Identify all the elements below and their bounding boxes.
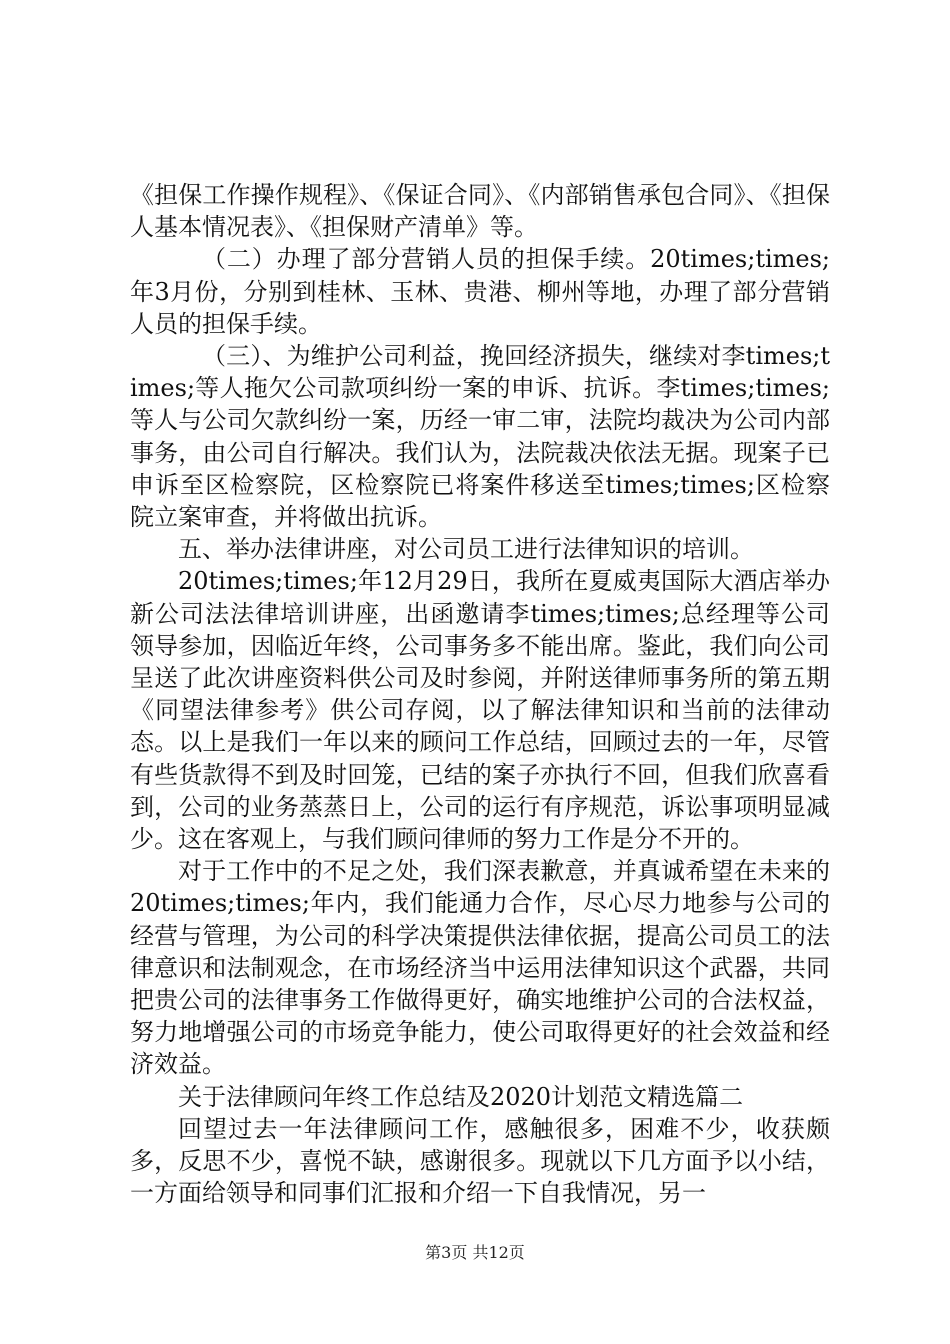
paragraph-article-two-title: 关于法律顾问年终工作总结及2020计划范文精选篇二	[178, 1082, 744, 1111]
document-body	[130, 179, 830, 1210]
page-footer: 第3页 共12页	[425, 1243, 525, 1262]
paragraph-shortcomings: 对于工作中的不足之处，我们深表歉意，并真诚希望在未来的20times;times;年内，我们能通力合作，尽心尽力地参与公司的经营与管理，为公司的科学决策提供法律依据，提高公司员工的法律意识和法制观念，在市场经济当中运用法律知识这个武器，共同把贵公司的法律事务工作做得更好，确实地维护公司的合法权益，努力地增强公司的市场竞争能力，使公司取得更好的社会效益和经济效益。	[130, 857, 830, 1079]
paragraph-section-three: （三）、为维护公司利益，挽回经济损失，继续对李times;times;等人拖欠公司款项纠纷一案的申诉、抗诉。李times;times;等人与公司欠款纠纷一案，历经一审二审，法院均裁决为公司内部事务，由公司自行解决。我们认为，法院裁决依法无据。现案子已申诉至区检察院，区检察院已将案件移送至times;times;区检察院立案审查，并将做出抗诉。	[130, 342, 830, 532]
paragraph-guarantee-documents: 《担保工作操作规程》、《保证合同》、《内部销售承包合同》、《担保人基本情况表》、《担保财产清单》等。	[130, 181, 830, 242]
paragraph-review: 回望过去一年法律顾问工作，感触很多，困难不少，收获颇多，反思不少，喜悦不缺，感谢很多。现就以下几方面予以小结，一方面给领导和同事们汇报和介绍一下自我情况，另一	[130, 1114, 830, 1208]
paragraph-lecture: 20times;times;年12月29日，我所在夏威夷国际大酒店举办新公司法法律培训讲座，出函邀请李times;times;总经理等公司领导参加，因临近年终，公司事务多不能出席。鉴此，我们向公司呈送了此次讲座资料供公司及时参阅，并附送律师事务所的第五期《同望法律参考》供公司存阅，以了解法律知识和当前的法律动态。以上是我们一年以来的顾问工作总结，回顾过去的一年，尽管有些货款得不到及时回笼，已结的案子亦执行不回，但我们欣喜看到，公司的业务蒸蒸日上，公司的运行有序规范，诉讼事项明显减少。这在客观上，与我们顾问律师的努力工作是分不开的。	[130, 567, 830, 854]
paragraph-heading-five: 五、举办法律讲座，对公司员工进行法律知识的培训。	[178, 535, 754, 564]
paragraph-section-two: （二）办理了部分营销人员的担保手续。20times;times;年3月份，分别到桂林、玉林、贵港、柳州等地，办理了部分营销人员的担保手续。	[130, 245, 830, 338]
